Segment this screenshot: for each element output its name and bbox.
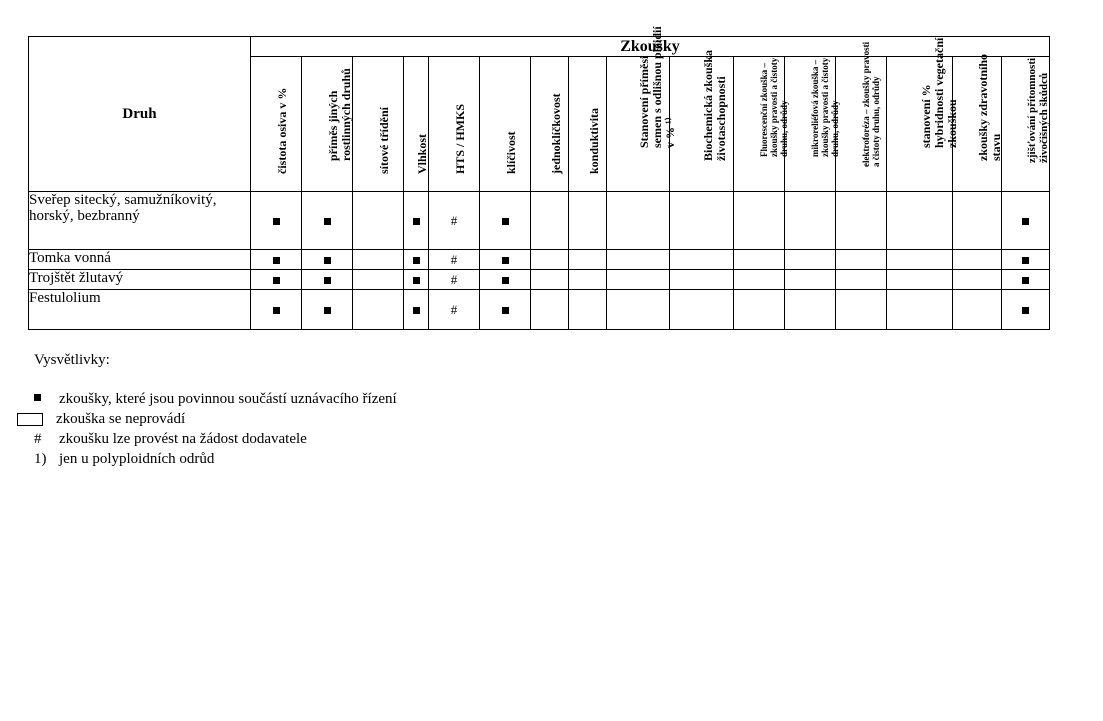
table-cell <box>353 192 404 250</box>
table-cell <box>531 270 569 290</box>
table-cell <box>404 270 429 290</box>
table-cell <box>836 192 887 250</box>
row-name: Trojštět žlutavý <box>29 270 251 290</box>
hash-symbol: # <box>34 431 42 447</box>
required-test-mark <box>324 307 331 314</box>
table-cell <box>836 250 887 270</box>
legend <box>34 352 397 469</box>
legend-title: Vysvětlivky: <box>34 352 110 368</box>
required-test-mark <box>413 307 420 314</box>
table-cell <box>569 192 607 250</box>
optional-test-mark: # <box>450 301 458 317</box>
required-test-mark <box>324 257 331 264</box>
table-cell <box>429 250 480 270</box>
header-druh: Druh <box>29 37 251 192</box>
col-header: konduktivita <box>569 57 607 192</box>
table-cell <box>251 270 302 290</box>
table-cell <box>670 290 734 330</box>
table-row <box>29 192 1050 250</box>
table-cell <box>734 250 785 270</box>
table-row <box>29 270 1050 290</box>
col-header: HTS / HMKS <box>429 57 480 192</box>
table-cell <box>670 270 734 290</box>
required-test-mark <box>1022 257 1029 264</box>
table-cell <box>953 290 1002 330</box>
required-test-mark <box>273 257 280 264</box>
col-header: jednoklíčkovost <box>531 57 569 192</box>
table-cell <box>302 290 353 330</box>
row-name: Sveřep sitecký, samužníkovitý, horský, bezbranný <box>29 192 251 250</box>
table-cell <box>569 250 607 270</box>
table-cell <box>785 192 836 250</box>
table-cell <box>531 290 569 330</box>
table-cell <box>429 290 480 330</box>
col-header: Fluorescenční zkouška – zkoušky pravosti a čistoty druhu, odrůdy <box>734 57 785 192</box>
optional-test-mark: # <box>450 271 458 287</box>
table-cell <box>302 250 353 270</box>
row-name: Tomka vonná <box>29 250 251 270</box>
col-header: klíčivost <box>480 57 531 192</box>
legend-item: zkoušky, které jsou povinnou součástí uznávacího řízení <box>34 389 110 409</box>
table-cell <box>251 192 302 250</box>
table-cell <box>480 270 531 290</box>
table-cell <box>302 270 353 290</box>
table-row <box>29 250 1050 270</box>
footnote-symbol: 1) <box>34 451 47 467</box>
table-cell <box>887 290 953 330</box>
table-cell <box>607 250 670 270</box>
col-header: sítové třídění <box>353 57 404 192</box>
required-test-mark <box>324 277 331 284</box>
row-name: Festulolium <box>29 290 251 330</box>
table-cell <box>734 270 785 290</box>
col-header: čistota osiva v % <box>251 57 302 192</box>
required-test-mark <box>324 218 331 225</box>
table-cell <box>353 250 404 270</box>
required-test-mark <box>413 257 420 264</box>
legend-item: # zkoušku lze provést na žádost dodavatele <box>34 431 307 447</box>
table-cell <box>353 270 404 290</box>
required-test-mark <box>502 218 509 225</box>
table-cell <box>785 290 836 330</box>
table-cell <box>302 192 353 250</box>
table-cell <box>887 270 953 290</box>
required-test-mark <box>273 307 280 314</box>
table-cell <box>836 270 887 290</box>
table-cell <box>404 250 429 270</box>
required-test-mark <box>1022 218 1029 225</box>
col-header: Vlhkost <box>404 57 429 192</box>
table-cell <box>480 250 531 270</box>
table-cell <box>887 250 953 270</box>
table-cell <box>251 250 302 270</box>
col-header: zkoušky zdravotního stavu <box>953 57 1002 192</box>
required-test-mark <box>1022 277 1029 284</box>
legend-item: zkouška se neprovádí <box>34 409 110 429</box>
table-cell <box>1002 290 1050 330</box>
table-cell <box>353 290 404 330</box>
col-header: elektroforéza – zkoušky pravosti a čistoty druhu, odrůdy <box>836 57 887 192</box>
header-zkousky: Zkoušky <box>251 37 1050 57</box>
table-cell <box>953 250 1002 270</box>
table-cell <box>734 192 785 250</box>
table-row <box>29 290 1050 330</box>
table-cell <box>531 192 569 250</box>
tests-table <box>28 26 1050 330</box>
col-header: mikroreliéfová zkouška – zkoušky pravosti a čistoty druhu, odrůdy <box>785 57 836 192</box>
table-cell <box>607 270 670 290</box>
table-cell <box>785 250 836 270</box>
col-header: Stanovení příměsi semen s odlišnou ploidií v % ¹⁾ <box>607 57 670 192</box>
table-cell <box>785 270 836 290</box>
required-test-mark <box>502 257 509 264</box>
col-header: zjišťování přítomnosti živočišných škůdců <box>1002 57 1050 192</box>
table-cell <box>887 192 953 250</box>
required-test-mark <box>1022 307 1029 314</box>
col-header: příměs jiných rostlinných druhů <box>302 57 353 192</box>
table-cell <box>404 290 429 330</box>
table-cell <box>569 270 607 290</box>
required-test-mark <box>502 277 509 284</box>
table-cell <box>480 192 531 250</box>
square-icon <box>34 389 54 409</box>
table-cell <box>480 290 531 330</box>
optional-test-mark: # <box>450 212 458 228</box>
table-cell <box>1002 192 1050 250</box>
legend-item: 1) jen u polyploidních odrůd <box>34 451 215 467</box>
table-cell <box>953 192 1002 250</box>
required-test-mark <box>502 307 509 314</box>
optional-test-mark: # <box>450 251 458 267</box>
table-cell <box>836 290 887 330</box>
required-test-mark <box>413 277 420 284</box>
table-cell <box>1002 270 1050 290</box>
table-cell <box>429 192 480 250</box>
table-cell <box>607 290 670 330</box>
table-cell <box>607 192 670 250</box>
table-cell <box>429 270 480 290</box>
empty-box-icon <box>17 413 43 426</box>
required-test-mark <box>273 277 280 284</box>
col-header: stanovení % hybridnosti vegetační zkouškou <box>887 57 953 192</box>
required-test-mark <box>413 218 420 225</box>
table-cell <box>569 290 607 330</box>
table-cell <box>670 192 734 250</box>
table-cell <box>404 192 429 250</box>
table-cell <box>531 250 569 270</box>
col-header: Biochemická zkouška životaschopnosti <box>670 57 734 192</box>
table-cell <box>1002 250 1050 270</box>
table-cell <box>953 270 1002 290</box>
required-test-mark <box>273 218 280 225</box>
table-cell <box>670 250 734 270</box>
table-cell <box>734 290 785 330</box>
table-cell <box>251 290 302 330</box>
